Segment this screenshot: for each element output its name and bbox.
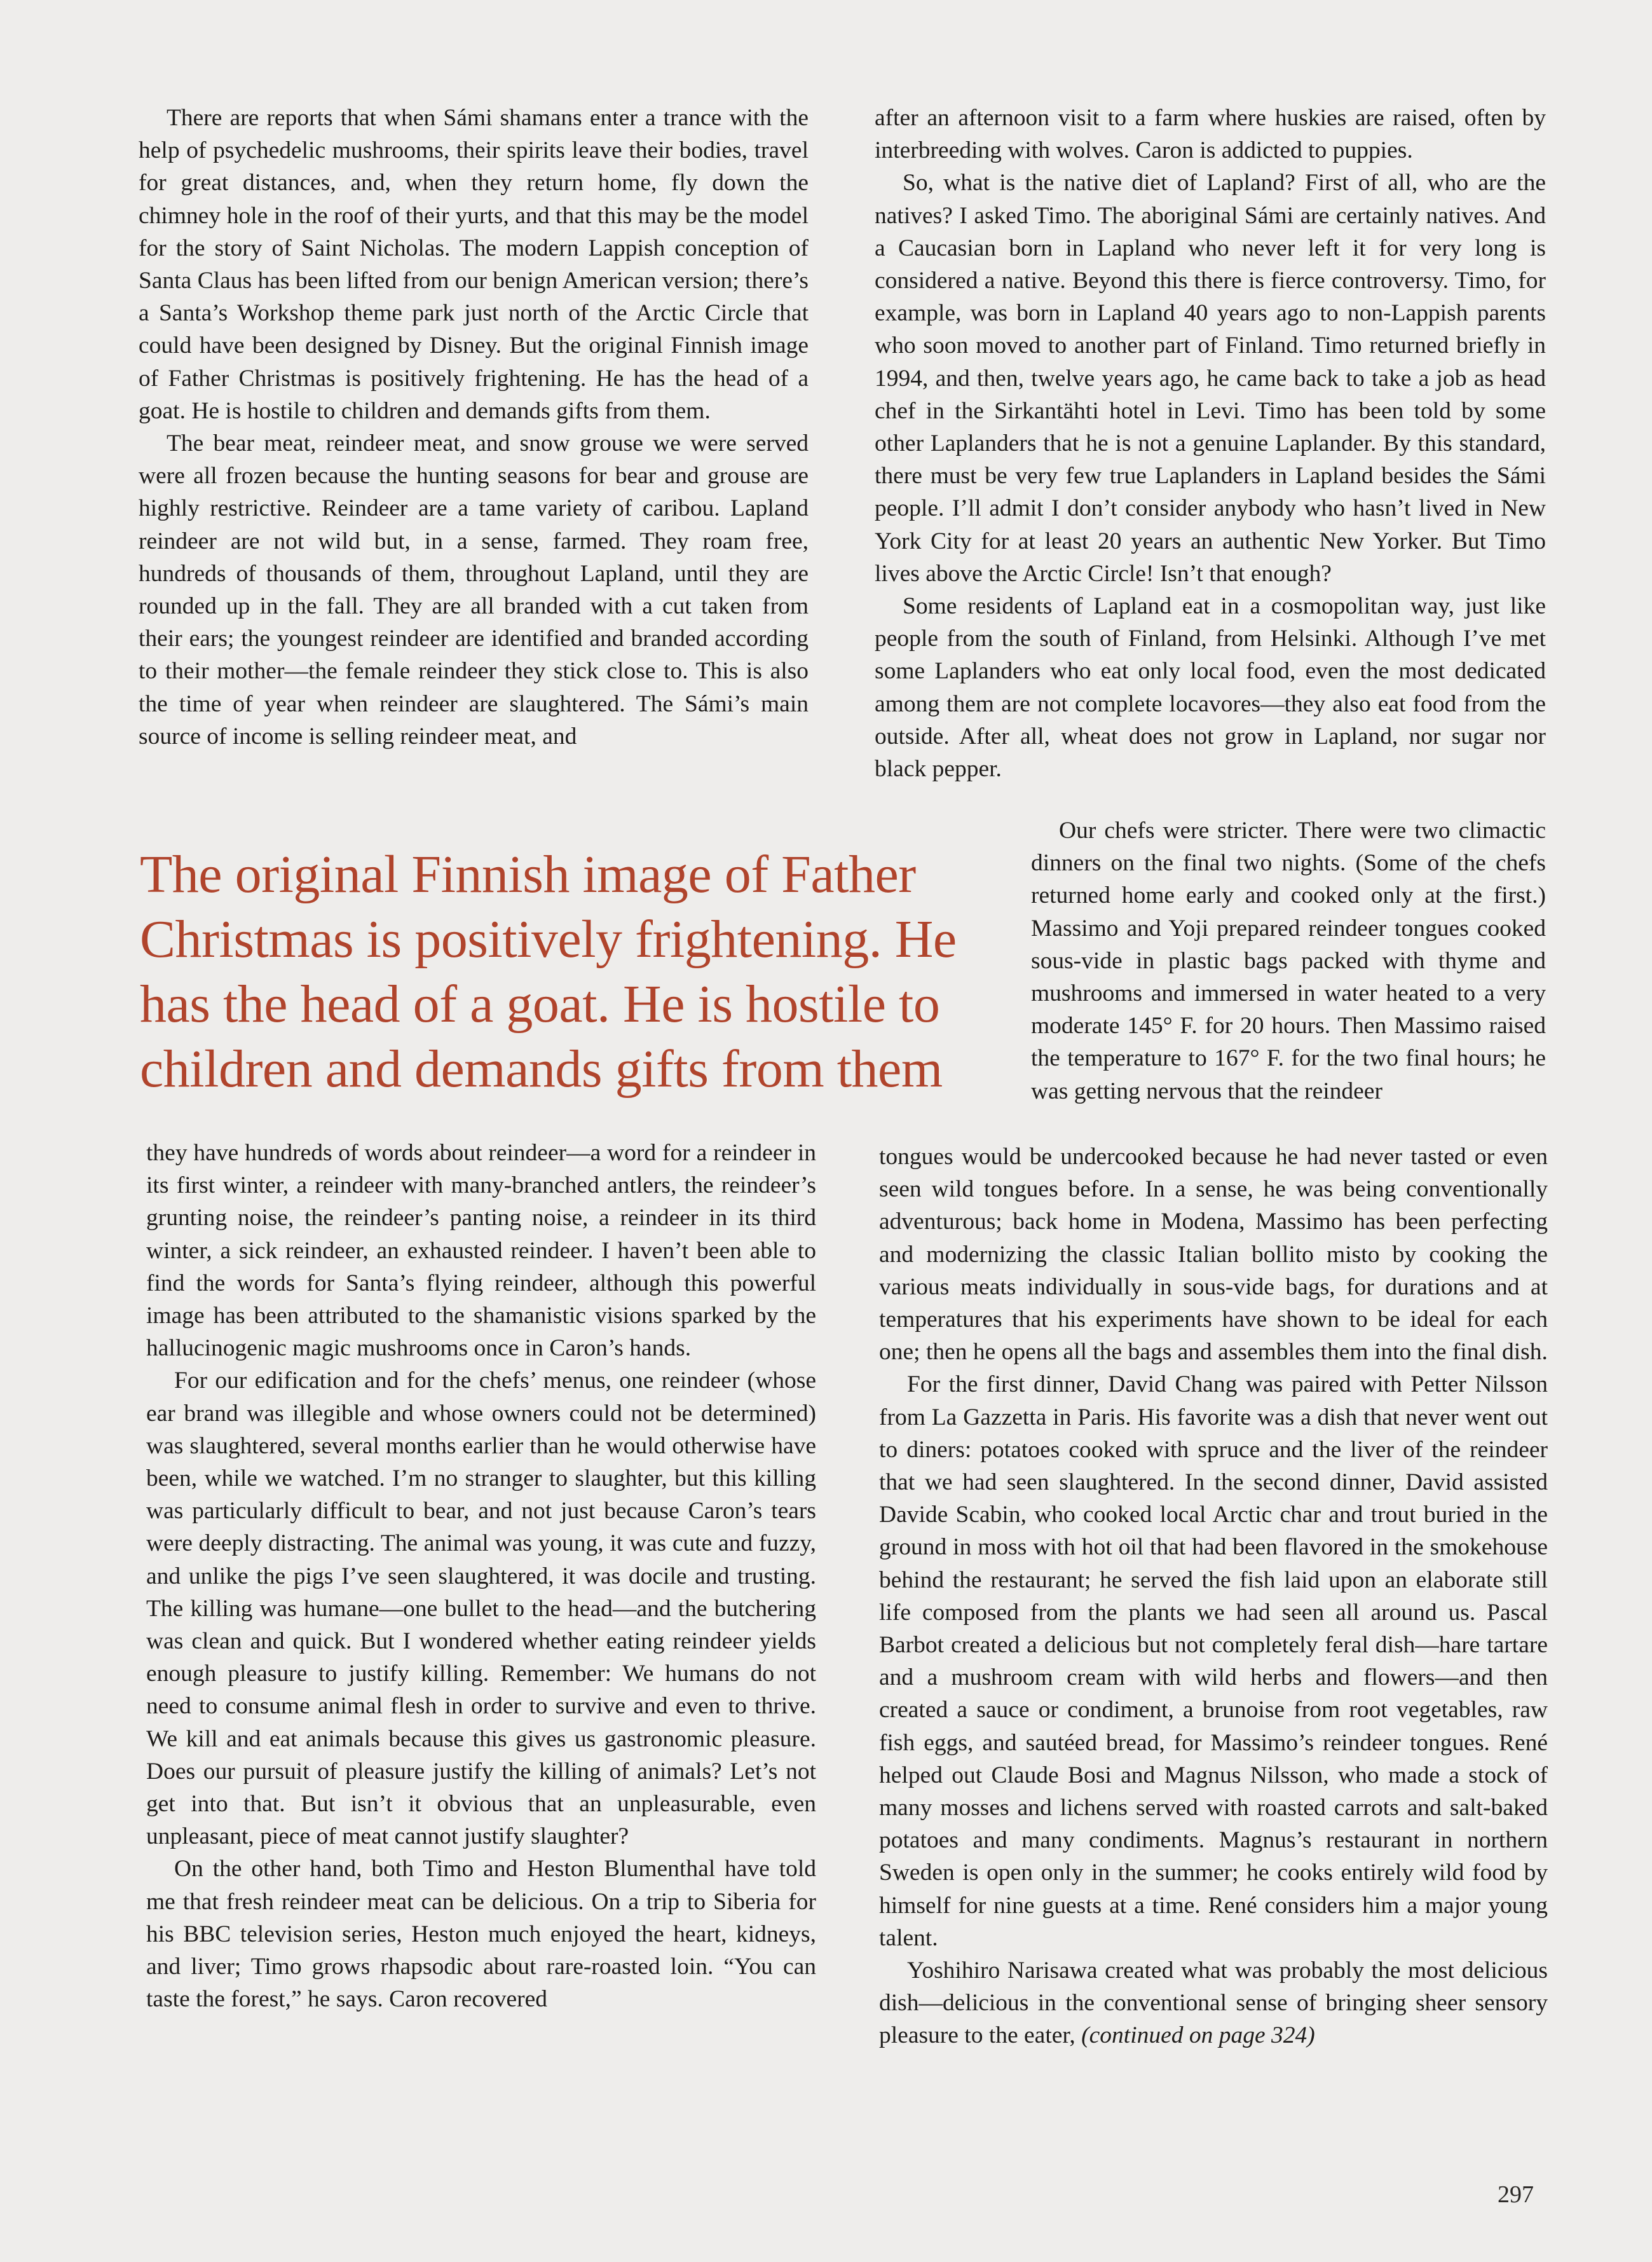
paragraph-text: Yoshihiro Narisawa created what was probably the most delicious dish—delicious in the conventional sense of bringing sheer sensory pleasure to the eater, xyxy=(879,1957,1548,2049)
paragraph: tongues would be undercooked because he had never tasted or even seen wild tongues before. In a sense, he was being conventionally adventurous; back home in Modena, Massimo has been perfecting and modernizing the classic Italian bollito misto by cooking the various meats individually in sous-vide bags, for durations and at temperatures that his experiments have shown to be ideal for each one; then he opens all the bags and assembles them into the final dish. xyxy=(879,1144,1548,1366)
paragraph: they have hundreds of words about reindeer—a word for a reindeer in its first winter, a reindeer with many-branched antlers, the reindeer’s grunting noise, the reindeer’s panting noise, a reindeer in its third winter, a sick reindeer, an exhausted reindeer. I haven’t been able to find the words for Santa’s flying reindeer, although this powerful image has been attributed to the shamanistic visions sparked by the hallucinogenic magic mushrooms once in Caron’s hands. xyxy=(146,1140,816,1362)
paragraph: So, what is the native diet of Lapland? First of all, who are the natives? I asked Timo. The aboriginal Sámi are certainly natives. And a Caucasian born in Lapland who never left it for very long is considered a native. Beyond this there is fierce controversy. Timo, for example, was born in Lapland 40 years ago to non-Lappish parents who soon moved to another part of Finland. Timo returned briefly in 1994, and then, twelve years ago, he came back to take a job as head chef in the Sirkantähti hotel in Levi. Timo has been told by some other Laplanders that he is not a genuine Laplander. By this standard, there must be very few true Laplanders in Lapland besides the Sámi people. I’ll admit I don’t consider anybody who hasn’t lived in New York City for at least 20 years an authentic New Yorker. But Timo lives above the Arctic Circle! Isn’t that enough? xyxy=(875,170,1546,587)
paragraph: For our edification and for the chefs’ menus, one reindeer (whose ear brand was illegible and whose owners could not be determined) was slaughtered, several months earlier than he would otherwise have been, while we watched. I’m no stranger to slaughter, but this killing was particularly difficult to bear, and not just because Caron’s tears were deeply distracting. The animal was young, it was cute and fuzzy, and unlike the pigs I’ve seen slaughtered, it was docile and trusting. The killing was humane—one bullet to the head—and the butchering was clean and quick. But I wondered whether eating reindeer yields enough pleasure to justify killing. Remember: We humans do not need to consume animal flesh in order to survive and even to thrive. We kill and eat animals because this gives us gastronomic pleasure. Does our pursuit of pleasure justify the killing of animals? Let’s not get into that. But isn’t it obvious that an unpleasurable, even unpleasant, piece of meat cannot justify slaughter? xyxy=(146,1367,816,1850)
right-column-bottom xyxy=(879,1141,1548,2052)
pull-quote: The original Finnish image of Father Christmas is positively frightening. He has the head of a goat. He is hostile to children and demands gifts from them xyxy=(140,845,957,1099)
left-column-top xyxy=(139,102,809,753)
paragraph: There are reports that when Sámi shamans enter a trance with the help of psychedelic mushrooms, their spirits leave their bodies, travel for great distances, and, when they return home, fly down the chimney hole in the roof of their yurts, and that this may be the model for the story of Saint Nicholas. The modern Lappish conception of Santa Claus has been lifted from our benign American version; there’s a Santa’s Workshop theme park just north of the Arctic Circle that could have been designed by Disney. But the original Finnish image of Father Christmas is positively frightening. He has the head of a goat. He is hostile to children and demands gifts from them. xyxy=(139,105,809,424)
paragraph: On the other hand, both Timo and Heston Blumenthal have told me that fresh reindeer meat can be delicious. On a trip to Siberia for his BBC television series, Heston much enjoyed the heart, kidneys, and liver; Timo grows rhapsodic about rare-roasted loin. “You can taste the forest,” he says. Caron recovered xyxy=(146,1856,816,2013)
right-column-wrap xyxy=(1031,814,1546,1107)
left-column-bottom xyxy=(146,1137,816,2015)
paragraph: The bear meat, reindeer meat, and snow grouse we were served were all frozen because the hunting seasons for bear and grouse are highly restrictive. Reindeer are a tame variety of caribou. Lapland reindeer are not wild but, in a sense, farmed. They roam free, hundreds of thousands of them, throughout Lapland, until they are rounded up in the fall. They are all branded with a cut taken from their ears; the youngest reindeer are identified and branded according to their mother—the female reindeer they stick close to. This is also the time of year when reindeer are slaughtered. The Sámi’s main source of income is selling reindeer meat, and xyxy=(139,430,809,750)
paragraph: Our chefs were stricter. There were two climactic dinners on the final two nights. (Some of the chefs returned home early and cooked only at the first.) Massimo and Yoji prepared reindeer tongues cooked sous-vide in plastic bags packed with thyme and mushrooms and immersed in water heated to a very moderate 145° F. for 20 hours. Then Massimo raised the temperature to 167° F. for the two final hours; he was getting nervous that the reindeer xyxy=(1031,818,1546,1104)
continued-note: (continued on page 324) xyxy=(1081,2022,1315,2049)
right-column-top xyxy=(875,102,1546,785)
paragraph: For the first dinner, David Chang was paired with Petter Nilsson from La Gazzetta in Paris. His favorite was a dish that never went out to diners: potatoes cooked with spruce and the liver of the reindeer that we had seen slaughtered. In the second dinner, David assisted Davide Scabin, who cooked local Arctic char and trout buried in the ground in moss with hot oil that had been flavored in the smokehouse behind the restaurant; he served the fish laid upon an elaborate still life composed from the plants we had seen all around us. Pascal Barbot created a delicious but not completely feral dish—hare tartare and a mushroom cream with wild herbs and flowers—and then created a sauce or condiment, a brunoise from root vegetables, raw fish eggs, and sautéed bread, for Massimo’s reindeer tongues. René helped out Claude Bosi and Magnus Nilsson, who made a stock of many mosses and lichens served with roasted carrots and salt-baked potatoes and many condiments. Magnus’s restaurant in northern Sweden is open only in the summer; he cooks entirely wild food by himself for nine guests at a time. René considers him a major young talent. xyxy=(879,1371,1548,1951)
page-number: 297 xyxy=(1498,2181,1534,2208)
last-paragraph xyxy=(879,1954,1548,2052)
paragraph: Some residents of Lapland eat in a cosmopolitan way, just like people from the south of Finland, from Helsinki. Although I’ve met some Laplanders who eat only local food, even the most dedicated among them are not complete locavores—they also eat food from the outside. After all, wheat does not grow in Lapland, nor sugar nor black pepper. xyxy=(875,593,1546,783)
paragraph: after an afternoon visit to a farm where huskies are raised, often by interbreeding with wolves. Caron is addicted to puppies. xyxy=(875,105,1546,164)
